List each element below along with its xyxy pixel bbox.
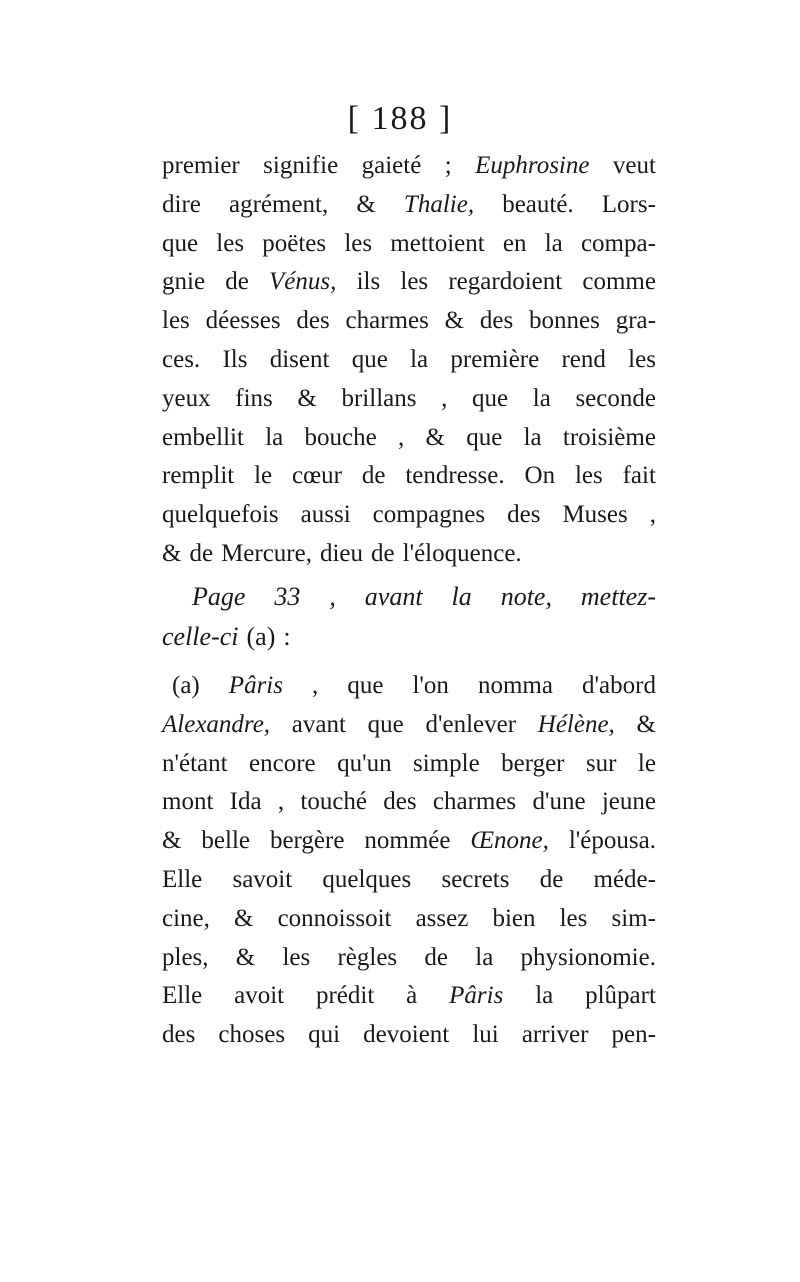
word: & <box>297 384 317 412</box>
word: bouche <box>304 423 377 451</box>
text-line <box>162 380 656 419</box>
word-italic: Euphrosine <box>475 152 590 179</box>
word: & <box>636 710 656 738</box>
word: cine, <box>162 904 210 932</box>
word: , <box>329 582 336 611</box>
word: déesses <box>205 307 281 335</box>
word: fins <box>235 384 273 412</box>
note-paragraph-paris <box>162 667 656 1055</box>
word: note, <box>500 582 552 611</box>
word: embellit <box>162 423 244 451</box>
word: les <box>282 943 311 971</box>
word: dieu <box>319 539 364 567</box>
text-line <box>162 496 656 535</box>
text-line <box>162 667 656 706</box>
text-line <box>162 263 656 302</box>
word: ils <box>356 268 381 296</box>
word: que <box>472 384 509 412</box>
word: physionomie. <box>520 943 656 971</box>
word: troisième <box>562 423 656 451</box>
word: bonnes <box>529 307 600 335</box>
word: agrément, <box>228 190 329 218</box>
word: encore <box>249 749 316 777</box>
word: les <box>162 307 190 335</box>
word: veut <box>612 152 656 179</box>
word: sur <box>585 749 617 777</box>
word: , <box>441 384 448 412</box>
word: n'étant <box>162 749 228 777</box>
word: gra- <box>615 307 656 335</box>
word: charmes <box>432 788 517 816</box>
word: ces. <box>162 345 201 373</box>
word: signifie <box>263 152 339 179</box>
word: d'enlever <box>425 710 517 738</box>
word: avant <box>291 710 346 738</box>
word: & <box>162 827 182 855</box>
word: Ida <box>229 788 262 816</box>
word: jeune <box>601 788 656 816</box>
word: arriver <box>521 1021 589 1049</box>
word: & <box>444 307 465 335</box>
word: mettoient <box>390 229 485 257</box>
word: & <box>425 423 445 451</box>
word: pen- <box>611 1021 656 1049</box>
erratum-instruction <box>162 577 656 657</box>
word: Page <box>192 582 246 611</box>
text-line <box>162 577 656 617</box>
text-line <box>162 225 656 264</box>
word: la <box>532 384 551 412</box>
word: savoit <box>232 865 293 893</box>
word: que <box>162 229 199 257</box>
word: rend <box>561 345 606 373</box>
word: de <box>361 462 386 490</box>
word: , <box>277 788 285 816</box>
text-line <box>162 822 656 861</box>
text-line <box>162 939 656 978</box>
word: des <box>383 788 417 816</box>
word: que <box>367 710 404 738</box>
word: la <box>410 345 429 373</box>
word-italic: Vénus, <box>269 268 337 296</box>
paragraph-graces <box>162 147 656 574</box>
word: gaieté <box>361 152 422 179</box>
text-line <box>162 147 656 186</box>
word: des <box>296 307 330 335</box>
word: Muses <box>562 501 628 529</box>
word: la <box>475 943 494 971</box>
word: touché <box>300 788 368 816</box>
word: le <box>254 462 273 490</box>
word: brillans <box>341 384 417 412</box>
word: la <box>535 982 554 1010</box>
word: à <box>406 982 418 1010</box>
text-line <box>162 617 656 657</box>
word: comme <box>582 268 656 296</box>
text-line <box>162 1016 656 1055</box>
word: des <box>479 307 514 335</box>
word: Mercure, <box>221 539 312 567</box>
word: disent <box>269 345 330 373</box>
text-line <box>162 745 656 784</box>
text-line <box>162 977 656 1016</box>
word: d'abord <box>582 672 656 699</box>
word: de <box>189 539 214 567</box>
word: les <box>344 229 373 257</box>
word: première <box>450 345 540 373</box>
word: la <box>265 423 284 451</box>
word: quelques <box>322 865 412 893</box>
word: & <box>162 539 182 567</box>
word: en <box>502 229 527 257</box>
word-italic: Hélène, <box>537 710 615 738</box>
word-italic: Pâris <box>228 672 283 699</box>
word: avoit <box>234 982 285 1010</box>
word: assez <box>415 904 469 932</box>
word: la <box>451 582 472 611</box>
word: des <box>507 501 541 529</box>
text-line <box>162 302 656 341</box>
text-line <box>162 535 656 574</box>
word: remplit <box>162 462 235 490</box>
word: ; <box>444 152 452 179</box>
word: ples, <box>162 943 209 971</box>
word: tendresse. <box>405 462 505 490</box>
word: On <box>524 462 556 490</box>
word: nommée <box>364 827 451 855</box>
word: & <box>356 190 376 218</box>
word: que <box>347 672 384 699</box>
word: que <box>351 345 388 373</box>
word: compa- <box>580 229 656 257</box>
word: , <box>312 672 319 699</box>
word: aussi <box>300 501 351 529</box>
text-line <box>162 900 656 939</box>
word: avant <box>364 582 423 611</box>
word: , <box>649 501 656 529</box>
word: l'on <box>412 672 449 699</box>
word: poëtes <box>262 229 327 257</box>
word: bien <box>492 904 536 932</box>
word: devoient <box>363 1021 450 1049</box>
word: Elle <box>162 982 203 1010</box>
text-line <box>162 419 656 458</box>
word: que <box>466 423 503 451</box>
word: belle <box>201 827 250 855</box>
word: les <box>628 345 656 373</box>
word: Elle <box>162 865 203 893</box>
word: sim- <box>611 904 656 932</box>
word: méde- <box>593 865 656 893</box>
word: les <box>400 268 429 296</box>
word: 33 <box>274 582 301 611</box>
word: quelquefois <box>162 501 279 529</box>
text-line <box>162 457 656 496</box>
word: prédit <box>315 982 375 1010</box>
word: qu'un <box>337 749 392 777</box>
word: bergère <box>269 827 345 855</box>
word: de <box>225 268 249 296</box>
word-italic: Thalie, <box>403 190 475 218</box>
word: les <box>216 229 245 257</box>
word: & <box>235 943 256 971</box>
note-marker: (a) <box>172 672 200 699</box>
word: Ils <box>222 345 248 373</box>
word: l'épousa. <box>568 827 656 855</box>
word: connoissoit <box>277 904 392 932</box>
word: dire <box>162 190 201 218</box>
word: : <box>283 622 291 651</box>
word: de <box>371 539 395 567</box>
word: simple <box>413 749 480 777</box>
word: berger <box>501 749 565 777</box>
word: premier <box>162 152 240 179</box>
word: d'une <box>532 788 586 816</box>
word: choses <box>218 1021 286 1049</box>
word: la <box>523 423 542 451</box>
word: mettez- <box>580 582 656 611</box>
word: fait <box>622 462 656 490</box>
word: de <box>424 943 449 971</box>
text-line <box>162 186 656 225</box>
word: beauté. <box>502 190 574 218</box>
word: qui <box>308 1021 341 1049</box>
word: seconde <box>575 384 656 412</box>
word: , <box>397 423 405 451</box>
word: gnie <box>162 268 206 296</box>
word: regardoient <box>448 268 563 296</box>
word: plûpart <box>585 982 656 1010</box>
word: Lors- <box>601 190 656 218</box>
word: & <box>234 904 254 932</box>
word: nomma <box>477 672 553 699</box>
word: le <box>637 749 656 777</box>
word-italic: Œnone, <box>470 827 549 855</box>
word-italic: Pâris <box>449 982 504 1010</box>
word: règles <box>337 943 398 971</box>
word: lui <box>472 1021 499 1049</box>
word: compagnes <box>372 501 486 529</box>
word: celle-ci <box>162 622 239 651</box>
text-line <box>162 341 656 380</box>
word: charmes <box>345 307 429 335</box>
word: l'éloquence. <box>402 539 522 567</box>
word: (a) <box>246 622 276 651</box>
word: mont <box>162 788 214 816</box>
word: yeux <box>162 384 211 412</box>
word-italic: Alexandre, <box>162 710 271 738</box>
word: les <box>559 904 588 932</box>
word: la <box>544 229 563 257</box>
text-line <box>162 861 656 900</box>
text-line <box>162 783 656 822</box>
word: les <box>574 462 603 490</box>
word: cœur <box>292 462 342 490</box>
word: des <box>162 1021 196 1049</box>
word: de <box>539 865 564 893</box>
word: secrets <box>441 865 510 893</box>
text-line <box>162 706 656 745</box>
page-number: [ 188 ] <box>347 100 453 137</box>
